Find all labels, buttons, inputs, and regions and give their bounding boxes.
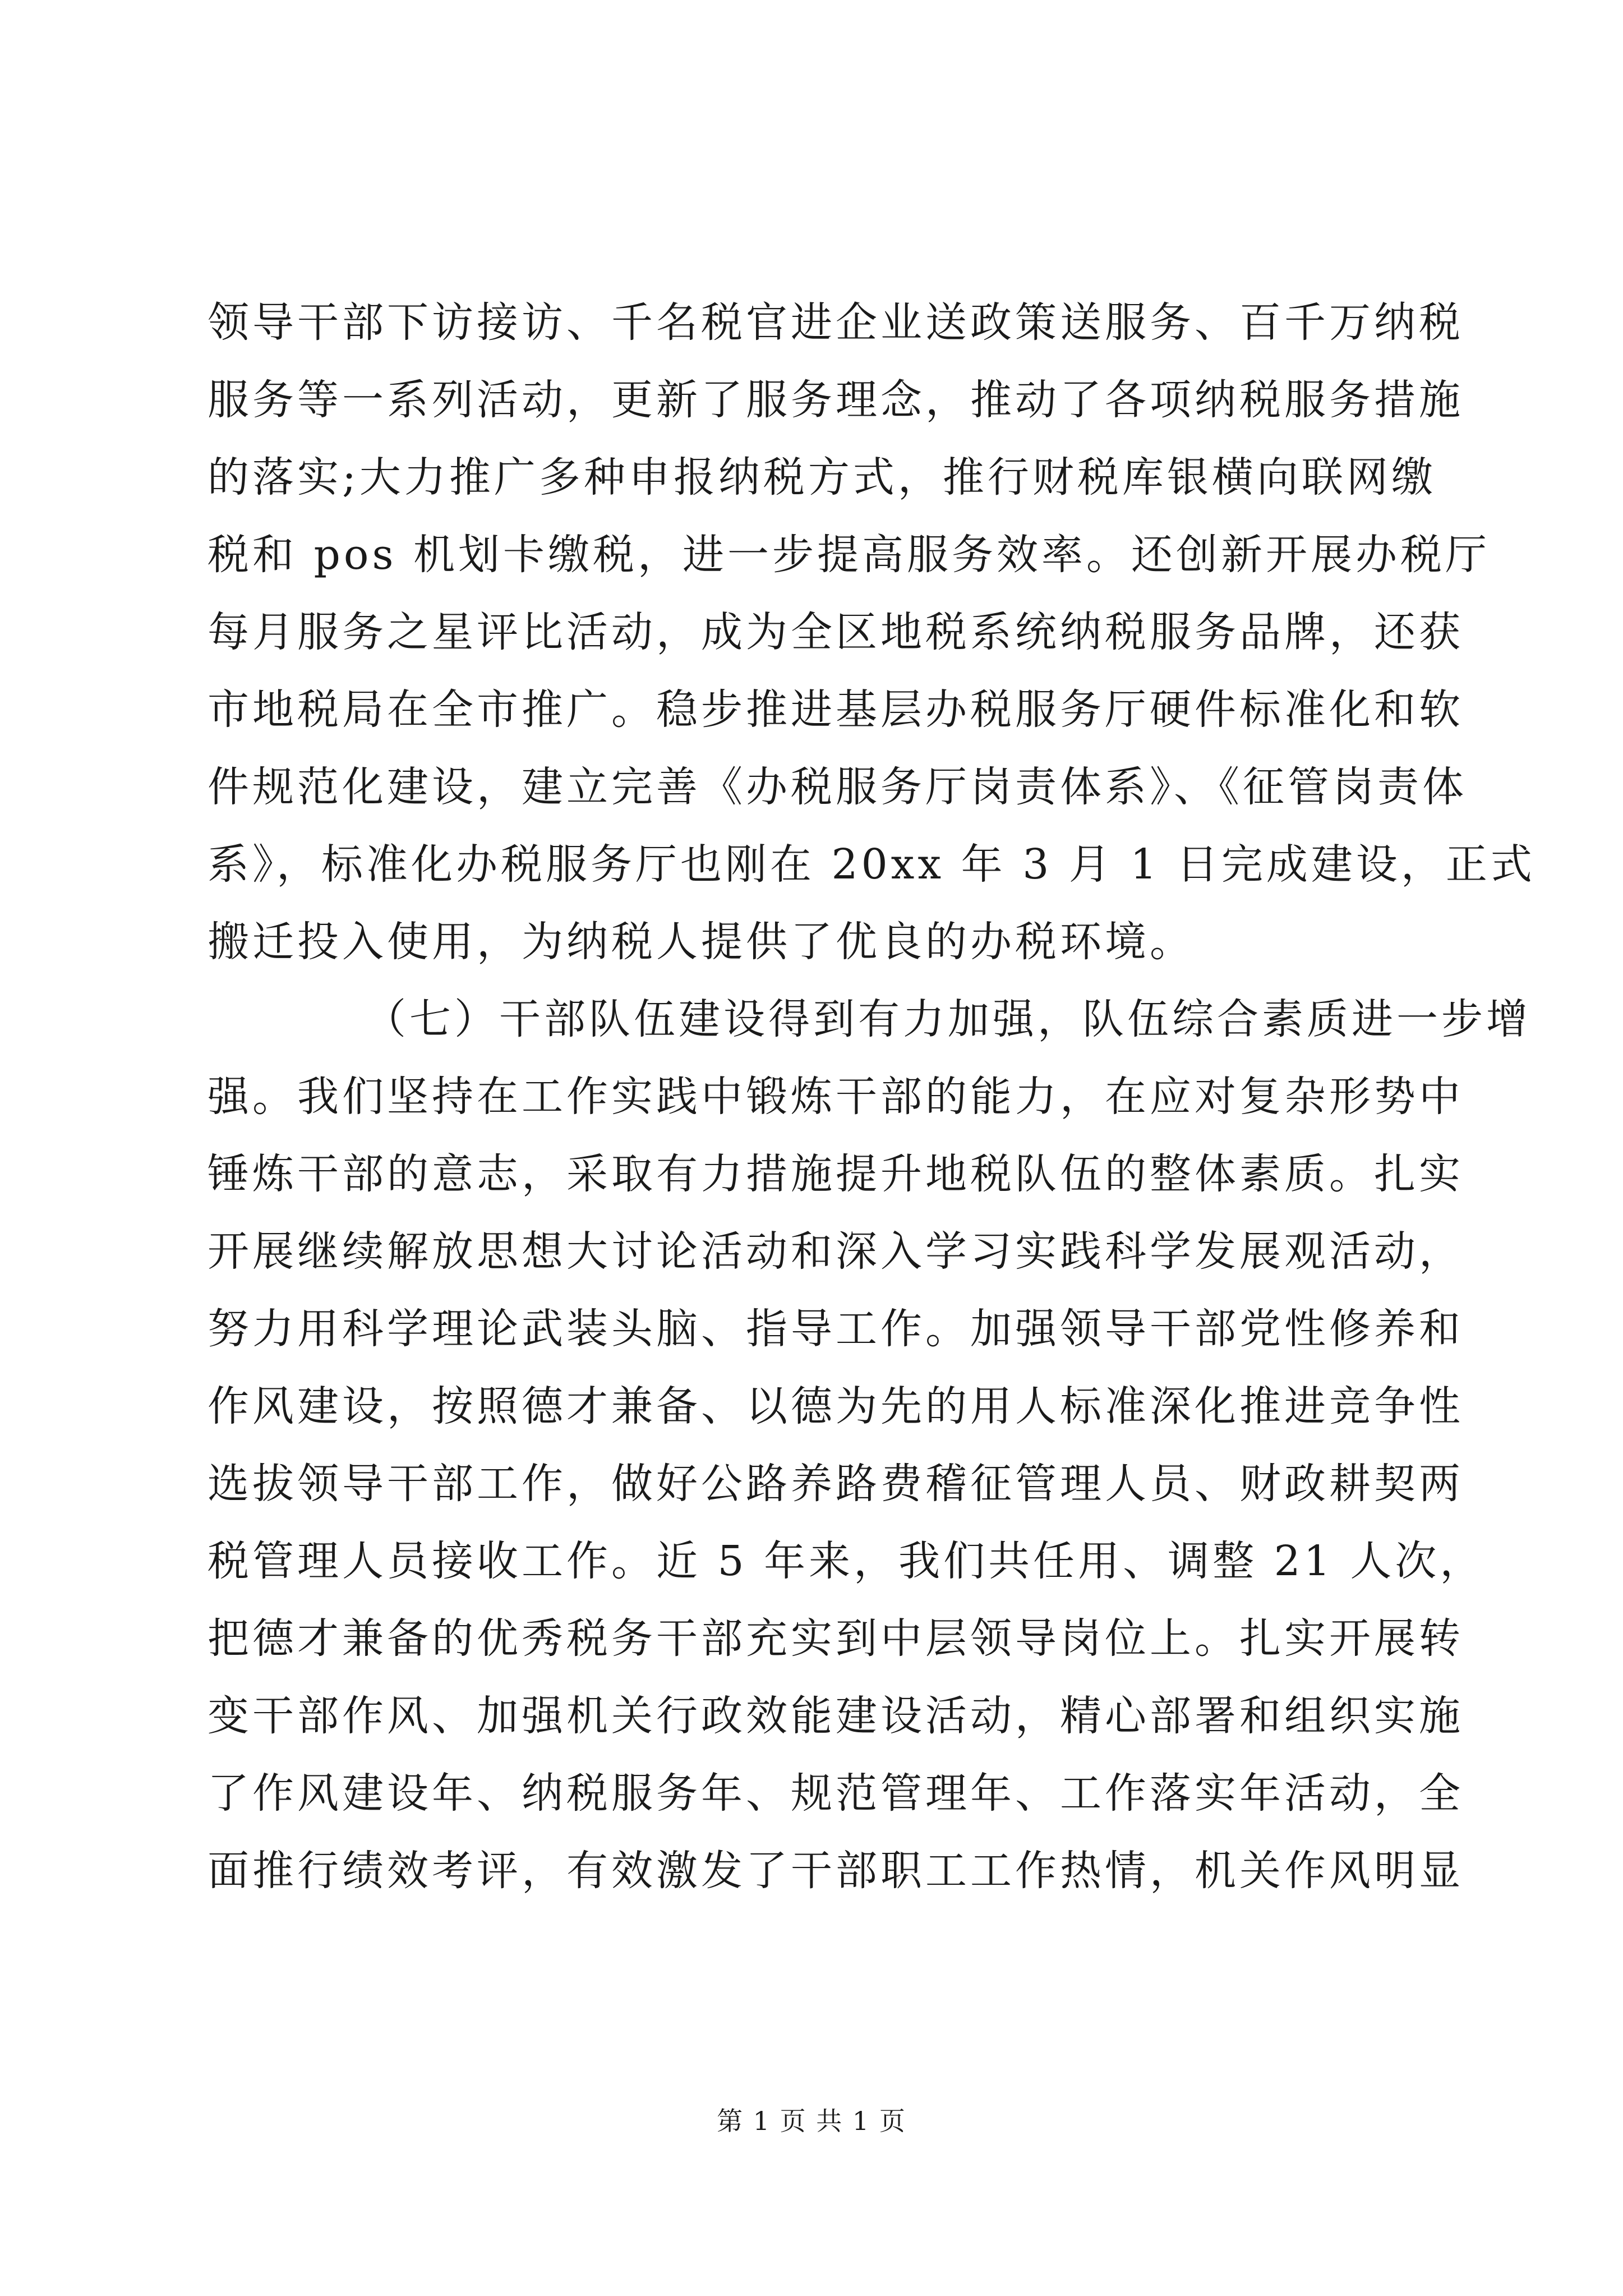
text-line: 领导干部下访接访、千名税官进企业送政策送服务、百千万纳税 [208, 298, 1464, 347]
text-line: 把德才兼备的优秀税务干部充实到中层领导岗位上。扎实开展转 [208, 1614, 1464, 1663]
text-line: 努力用科学理论武装头脑、指导工作。加强领导干部党性修养和 [208, 1305, 1464, 1353]
text-line: 税管理人员接收工作。近 5 年来，我们共任用、调整 21 人次， [208, 1537, 1485, 1585]
text-line: 了作风建设年、纳税服务年、规范管理年、工作落实年活动，全 [208, 1769, 1464, 1818]
text-line: 变干部作风、加强机关行政效能建设活动，精心部署和组织实施 [208, 1692, 1464, 1740]
text-line: 市地税局在全市推广。稳步推进基层办税服务厅硬件标准化和软 [208, 685, 1464, 734]
text-line: 强。我们坚持在工作实践中锻炼干部的能力，在应对复杂形势中 [208, 1073, 1464, 1121]
text-line: 服务等一系列活动，更新了服务理念，推动了各项纳税服务措施 [208, 376, 1464, 424]
text-line: 搬迁投入使用，为纳税人提供了优良的办税环境。 [208, 918, 1195, 966]
text-line: 开展继续解放思想大讨论活动和深入学习实践科学发展观活动， [208, 1227, 1464, 1276]
text-line: 税和 pos 机划卡缴税，进一步提高服务效率。还创新开展办税厅 [208, 531, 1490, 579]
page-footer: 第 1 页 共 1 页 [717, 2106, 906, 2136]
text-line: 作风建设，按照德才兼备、以德为先的用人标准深化推进竞争性 [208, 1382, 1464, 1430]
text-line: 锤炼干部的意志，采取有力措施提升地税队伍的整体素质。扎实 [208, 1150, 1464, 1198]
text-line: 选拔领导干部工作，做好公路养路费稽征管理人员、财政耕契两 [208, 1460, 1464, 1508]
paragraph-heading-line: （七）干部队伍建设得到有力加强，队伍综合素质进一步增 [365, 995, 1531, 1043]
text-line: 每月服务之星评比活动，成为全区地税系统纳税服务品牌，还获 [208, 608, 1464, 656]
text-line: 件规范化建设，建立完善《办税服务厅岗责体系》、《征管岗责体 [208, 763, 1467, 811]
text-line: 面推行绩效考评，有效激发了干部职工工作热情，机关作风明显 [208, 1847, 1464, 1895]
text-line: 系》，标准化办税服务厅也刚在 20xx 年 3 月 1 日完成建设，正式 [208, 840, 1536, 889]
text-line: 的落实;大力推广多种申报纳税方式，推行财税库银横向联网缴 [208, 453, 1436, 501]
